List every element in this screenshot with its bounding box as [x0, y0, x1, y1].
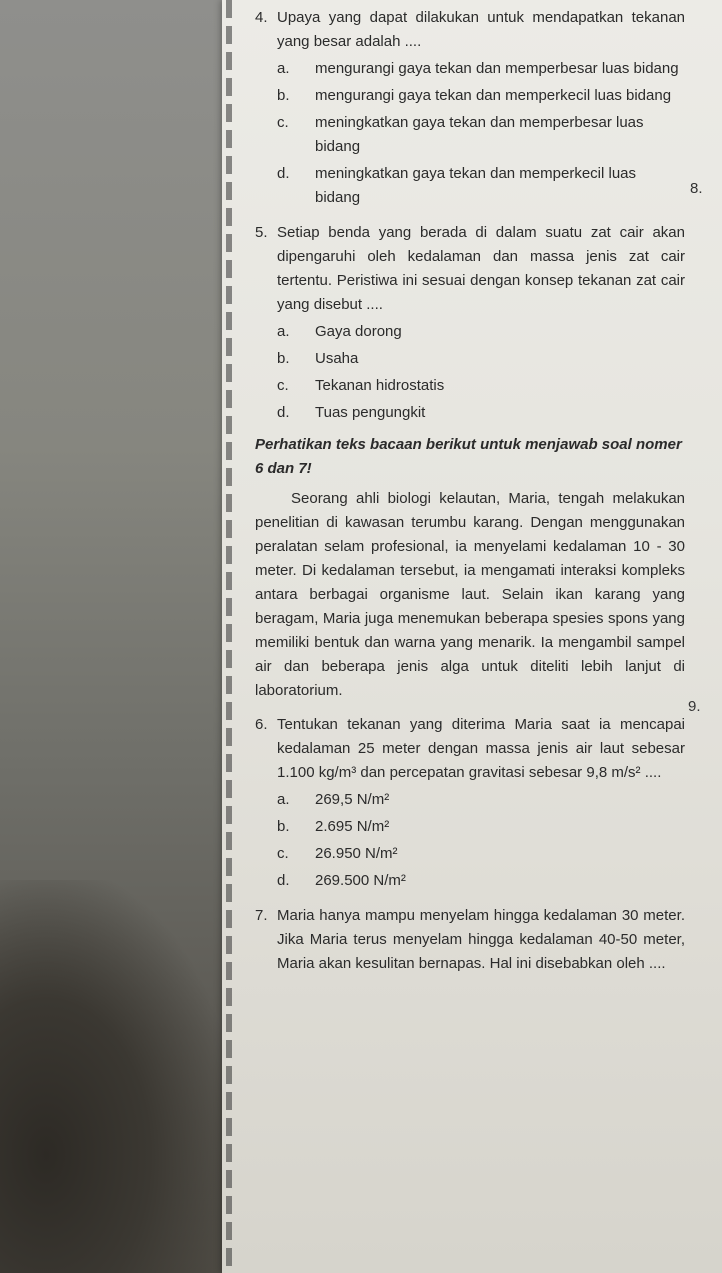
page-content [255, 6, 685, 976]
option-6a: a. 269,5 N/m² [277, 791, 390, 808]
question-4 [255, 6, 685, 54]
side-marker-9: 9. [688, 698, 701, 715]
option-5c: c. Tekanan hidrostatis [277, 377, 445, 394]
option-6b: b. 2.695 N/m² [277, 818, 390, 835]
question-text: Tentukan tekanan yang diterima Maria saat ia mencapai kedalaman 25 meter dengan massa jenis air laut sebesar 1.100 kg/m³ dan percepatan gravitasi sebesar 9,8 m/s² .... [277, 716, 685, 781]
question-text: Upaya yang dapat dilakukan untuk mendapatkan tekanan yang besar adalah .... [277, 9, 685, 50]
question-number: 4. [255, 9, 268, 26]
option-5d: d. Tuas pengungkit [277, 404, 426, 421]
question-number: 6. [255, 716, 268, 733]
option-4c: c. meningkatkan gaya tekan dan memperbesar luas bidang [277, 114, 644, 155]
question-5 [255, 221, 685, 317]
reading-heading: Perhatikan teks bacaan berikut untuk menjawab soal nomer 6 dan 7! [255, 436, 682, 477]
option-4a: a. mengurangi gaya tekan dan memperbesar luas bidang [277, 60, 679, 77]
option-6c: c. 26.950 N/m² [277, 845, 398, 862]
option-5b: b. Usaha [277, 350, 359, 367]
question-text: Setiap benda yang berada di dalam suatu zat cair akan dipengaruhi oleh kedalaman dan massa jenis zat cair tertentu. Peristiwa ini sesuai dengan konsep tekanan zat cair yang disebut .... [277, 224, 685, 313]
option-6d: d. 269.500 N/m² [277, 872, 406, 889]
option-5a: a. Gaya dorong [277, 323, 402, 340]
reading-paragraph: Seorang ahli biologi kelautan, Maria, tengah melakukan penelitian di kawasan terumbu karang. Dengan menggunakan peralatan selam profesional, ia menyelami kedalaman 10 - 30 meter. Di kedalaman tersebut, ia mengamati interaksi kompleks antara berbagai organisme laut. Selain ikan karang yang beragam, Maria juga menemukan beberapa spesies spons yang memiliki bentuk dan warna yang menarik. Ia mengambil sampel air dan beberapa jenis alga untuk diteliti lebih lanjut di laboratorium. [255, 490, 685, 699]
shadow [0, 880, 230, 1273]
question-7 [255, 904, 685, 976]
question-6 [255, 713, 685, 785]
question-text: Maria hanya mampu menyelam hingga kedalaman 30 meter. Jika Maria terus menyelam hingga kedalaman 40-50 meter, Maria akan kesulitan bernapas. Hal ini disebabkan oleh .... [277, 907, 685, 972]
option-4d: d. meningkatkan gaya tekan dan memperkecil luas bidang [277, 165, 637, 206]
side-marker-8: 8. [690, 180, 703, 197]
question-number: 5. [255, 224, 268, 241]
question-number: 7. [255, 907, 268, 924]
option-4b: b. mengurangi gaya tekan dan memperkecil luas bidang [277, 87, 672, 104]
page-binding [226, 0, 232, 1273]
